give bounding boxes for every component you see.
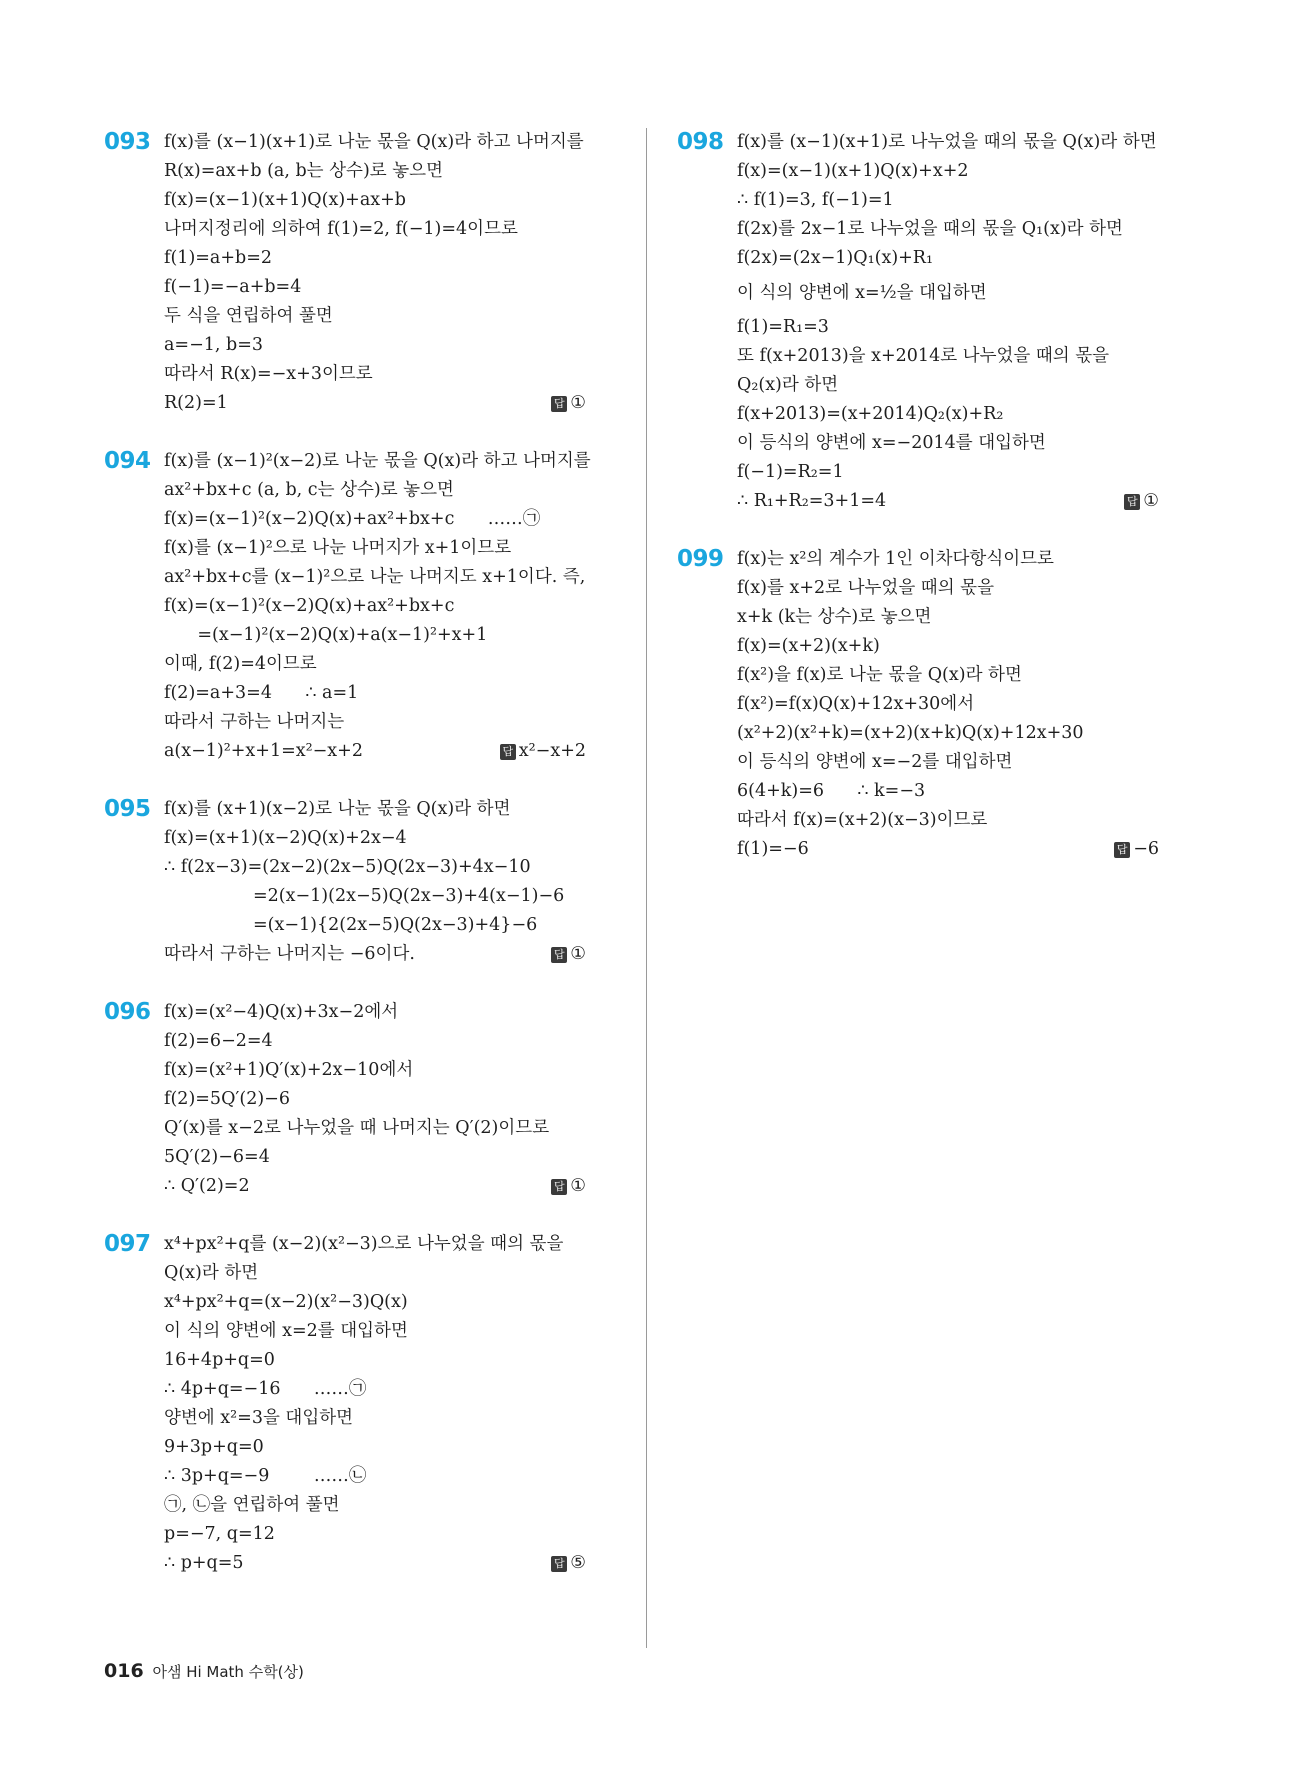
equation-text: p=−7, q=12 bbox=[164, 1524, 275, 1544]
equation-text: f(x)를 (x−1)(x+1)로 나눈 몫을 Q(x)라 하고 나머지를 bbox=[164, 132, 584, 152]
solution-line bbox=[164, 244, 574, 273]
equation-text: f(x)=(x+2)(x+k) bbox=[737, 636, 880, 656]
solution-line bbox=[164, 998, 574, 1027]
solution-line bbox=[164, 1288, 574, 1317]
equation-text: x⁴+px²+q=(x−2)(x²−3)Q(x) bbox=[164, 1292, 408, 1312]
equation-text: (x²+2)(x²+k)=(x+2)(x+k)Q(x)+12x+30 bbox=[737, 723, 1084, 743]
solution-lines bbox=[164, 998, 586, 1201]
answer bbox=[1124, 487, 1159, 516]
solution-line bbox=[164, 476, 574, 505]
answer-value: ⑤ bbox=[570, 1553, 586, 1573]
solution-line bbox=[164, 592, 574, 621]
equation-text: 이 등식의 양변에 x=−2014를 대입하면 bbox=[737, 433, 1046, 453]
answer-badge-icon: 답 bbox=[1124, 494, 1140, 510]
equation-reference-mark: ……㉠ bbox=[454, 509, 541, 529]
right-column bbox=[677, 128, 1159, 864]
problem-number: 098 bbox=[677, 129, 724, 155]
equation-text: 9+3p+q=0 bbox=[164, 1437, 264, 1457]
answer bbox=[551, 940, 586, 969]
solution-line bbox=[164, 708, 574, 737]
solution-line bbox=[737, 806, 1147, 835]
equation-text: f(x)를 x+2로 나누었을 때의 몫을 bbox=[737, 578, 994, 598]
equation-text: =2(x−1)(2x−5)Q(2x−3)+4(x−1)−6 bbox=[164, 886, 565, 906]
equation-text: f(2)=6−2=4 bbox=[164, 1031, 273, 1051]
equation-text: f(x)를 (x−1)²(x−2)로 나눈 몫을 Q(x)라 하고 나머지를 bbox=[164, 451, 591, 471]
equation-text: f(x)=(x−1)²(x−2)Q(x)+ax²+bx+c bbox=[164, 509, 455, 529]
solution-line bbox=[164, 1346, 574, 1375]
solution-line bbox=[164, 1085, 574, 1114]
equation-text: f(x)=(x−1)²(x−2)Q(x)+ax²+bx+c bbox=[164, 596, 455, 616]
solution-line bbox=[737, 835, 1159, 864]
solution-line bbox=[164, 157, 574, 186]
solution-line bbox=[164, 331, 574, 360]
solution-line bbox=[164, 650, 574, 679]
answer bbox=[500, 737, 586, 766]
book-title: 아샘 Hi Math 수학(상) bbox=[152, 1663, 304, 1681]
equation-text: f(−1)=−a+b=4 bbox=[164, 277, 302, 297]
answer bbox=[1114, 835, 1159, 864]
equation-text: ax²+bx+c (a, b, c는 상수)로 놓으면 bbox=[164, 480, 454, 500]
equation-text: 양변에 x²=3을 대입하면 bbox=[164, 1408, 354, 1428]
equation-text: f(x)=(x+1)(x−2)Q(x)+2x−4 bbox=[164, 828, 407, 848]
problem-096 bbox=[104, 998, 586, 1201]
equation-text: ∴ 3p+q=−9 bbox=[164, 1466, 270, 1486]
equation-text: x⁴+px²+q를 (x−2)(x²−3)으로 나누었을 때의 몫을 bbox=[164, 1234, 564, 1254]
equation-text: ∴ f(1)=3, f(−1)=1 bbox=[737, 190, 894, 210]
solution-line bbox=[737, 719, 1147, 748]
solution-line bbox=[737, 661, 1147, 690]
problem-number: 097 bbox=[104, 1231, 151, 1257]
solution-line bbox=[164, 128, 584, 157]
equation-text: f(x)를 (x+1)(x−2)로 나눈 몫을 Q(x)라 하면 bbox=[164, 799, 511, 819]
solution-line bbox=[164, 679, 574, 708]
equation-text: f(x+2013)=(x+2014)Q₂(x)+R₂ bbox=[737, 404, 1004, 424]
problem-number: 093 bbox=[104, 129, 151, 155]
equation-text: f(x)는 x²의 계수가 1인 이차다항식이므로 bbox=[737, 549, 1054, 569]
left-column bbox=[104, 128, 591, 1578]
page-footer bbox=[104, 1660, 304, 1682]
solution-line bbox=[164, 621, 574, 650]
equation-text: 이 식의 양변에 x=2를 대입하면 bbox=[164, 1321, 408, 1341]
solution-line bbox=[164, 1317, 574, 1346]
solution-line bbox=[737, 128, 1157, 157]
solution-lines bbox=[737, 545, 1159, 864]
solution-line bbox=[164, 940, 586, 969]
answer-badge-icon: 답 bbox=[551, 947, 567, 963]
solution-line bbox=[164, 1491, 574, 1520]
problem-number: 094 bbox=[104, 448, 151, 474]
solution-line bbox=[737, 632, 1147, 661]
equation-text: a(x−1)²+x+1=x²−x+2 bbox=[164, 741, 363, 761]
equation-text: 따라서 f(x)=(x+2)(x−3)이므로 bbox=[737, 810, 988, 830]
solution-line bbox=[737, 603, 1147, 632]
solution-line bbox=[737, 690, 1147, 719]
solution-line bbox=[164, 563, 586, 592]
equation-text: f(1)=a+b=2 bbox=[164, 248, 273, 268]
column-divider bbox=[646, 128, 647, 1648]
answer-badge-icon: 답 bbox=[551, 1179, 567, 1195]
equation-text: f(1)=−6 bbox=[737, 839, 809, 859]
problem-098 bbox=[677, 128, 1159, 516]
solution-line bbox=[164, 795, 574, 824]
equation-text: f(2)=5Q′(2)−6 bbox=[164, 1089, 290, 1109]
solution-line bbox=[737, 545, 1147, 574]
solution-line bbox=[164, 1056, 574, 1085]
solution-lines bbox=[164, 1230, 586, 1578]
answer-badge-icon: 답 bbox=[1114, 842, 1130, 858]
solution-line bbox=[164, 1462, 574, 1491]
solution-line bbox=[737, 313, 1147, 342]
solution-line bbox=[737, 273, 1147, 313]
solution-line bbox=[737, 429, 1147, 458]
solution-line bbox=[164, 824, 574, 853]
equation-text: 나머지정리에 의하여 f(1)=2, f(−1)=4이므로 bbox=[164, 219, 518, 239]
problem-number: 099 bbox=[677, 546, 724, 572]
equation-text: =(x−1){2(2x−5)Q(2x−3)+4}−6 bbox=[164, 915, 538, 935]
equation-text: 이 식의 양변에 x=½을 대입하면 bbox=[737, 283, 987, 303]
equation-text: 16+4p+q=0 bbox=[164, 1350, 275, 1370]
solution-line bbox=[164, 911, 574, 940]
equation-text: ㉠, ㉡을 연립하여 풀면 bbox=[164, 1495, 340, 1515]
equation-text: 따라서 R(x)=−x+3이므로 bbox=[164, 364, 373, 384]
answer bbox=[551, 1549, 586, 1578]
solution-line bbox=[164, 1027, 574, 1056]
equation-text: ax²+bx+c를 (x−1)²으로 나눈 나머지도 x+1이다. 즉, bbox=[164, 567, 586, 587]
solution-line bbox=[737, 458, 1147, 487]
solution-line bbox=[164, 1404, 574, 1433]
equation-text: R(2)=1 bbox=[164, 393, 228, 413]
equation-text: f(x)=(x−1)(x+1)Q(x)+ax+b bbox=[164, 190, 407, 210]
equation-text: 이때, f(2)=4이므로 bbox=[164, 654, 317, 674]
equation-text: f(1)=R₁=3 bbox=[737, 317, 829, 337]
equation-text: f(x)=(x−1)(x+1)Q(x)+x+2 bbox=[737, 161, 969, 181]
solution-line bbox=[737, 215, 1147, 244]
problem-number: 095 bbox=[104, 796, 151, 822]
equation-reference-mark: ……㉡ bbox=[269, 1466, 367, 1486]
equation-text: f(x)를 (x−1)²으로 나눈 나머지가 x+1이므로 bbox=[164, 538, 512, 558]
equation-text: f(x)=(x²−4)Q(x)+3x−2에서 bbox=[164, 1002, 399, 1022]
problem-number: 096 bbox=[104, 999, 151, 1025]
equation-text: f(x)=(x²+1)Q′(x)+2x−10에서 bbox=[164, 1060, 414, 1080]
solution-line bbox=[737, 371, 1147, 400]
solution-line bbox=[164, 1259, 574, 1288]
equation-text: Q′(x)를 x−2로 나누었을 때 나머지는 Q′(2)이므로 bbox=[164, 1118, 550, 1138]
answer-badge-icon: 답 bbox=[551, 1556, 567, 1572]
solution-line bbox=[164, 1433, 574, 1462]
answer-value: ① bbox=[570, 393, 586, 413]
solution-line bbox=[737, 487, 1159, 516]
solution-line bbox=[164, 1230, 574, 1259]
solution-line bbox=[737, 748, 1147, 777]
solution-line bbox=[164, 737, 586, 766]
equation-text: R(x)=ax+b (a, b는 상수)로 놓으면 bbox=[164, 161, 443, 181]
solution-line bbox=[164, 1520, 574, 1549]
equation-text: 이 등식의 양변에 x=−2를 대입하면 bbox=[737, 752, 1013, 772]
equation-text: f(x²)을 f(x)로 나눈 몫을 Q(x)라 하면 bbox=[737, 665, 1022, 685]
equation-text: f(2x)를 2x−1로 나누었을 때의 몫을 Q₁(x)라 하면 bbox=[737, 219, 1123, 239]
equation-text: ∴ 4p+q=−16 bbox=[164, 1379, 281, 1399]
equation-text: 6(4+k)=6 ∴ k=−3 bbox=[737, 781, 926, 801]
solution-line bbox=[164, 1143, 574, 1172]
solution-lines bbox=[164, 128, 586, 418]
equation-text: 5Q′(2)−6=4 bbox=[164, 1147, 270, 1167]
equation-reference-mark: ……㉠ bbox=[280, 1379, 367, 1399]
equation-text: 따라서 구하는 나머지는 −6이다. bbox=[164, 944, 415, 964]
solution-line bbox=[164, 1375, 574, 1404]
solution-line bbox=[164, 360, 574, 389]
solution-line bbox=[737, 186, 1147, 215]
solution-line bbox=[164, 1172, 586, 1201]
solution-lines bbox=[737, 128, 1159, 516]
answer-badge-icon: 답 bbox=[551, 396, 567, 412]
answer-badge-icon: 답 bbox=[500, 744, 516, 760]
solution-lines bbox=[164, 795, 586, 969]
page-number: 016 bbox=[104, 1660, 144, 1682]
equation-text: f(2x)=(2x−1)Q₁(x)+R₁ bbox=[737, 248, 933, 268]
solution-line bbox=[737, 342, 1147, 371]
answer-value: ① bbox=[1143, 491, 1159, 511]
problem-094 bbox=[104, 447, 591, 766]
answer-value: x²−x+2 bbox=[518, 741, 586, 761]
solution-line bbox=[737, 777, 1147, 806]
solution-line bbox=[164, 882, 574, 911]
solution-line bbox=[737, 244, 1147, 273]
answer bbox=[551, 1172, 586, 1201]
equation-text: 또 f(x+2013)을 x+2014로 나누었을 때의 몫을 bbox=[737, 346, 1110, 366]
equation-text: ∴ R₁+R₂=3+1=4 bbox=[737, 491, 887, 511]
answer bbox=[551, 389, 586, 418]
solution-line bbox=[164, 853, 574, 882]
answer-value: ① bbox=[570, 944, 586, 964]
equation-text: x+k (k는 상수)로 놓으면 bbox=[737, 607, 932, 627]
equation-text: f(x)를 (x−1)(x+1)로 나누었을 때의 몫을 Q(x)라 하면 bbox=[737, 132, 1157, 152]
solution-line bbox=[737, 400, 1147, 429]
equation-text: f(−1)=R₂=1 bbox=[737, 462, 844, 482]
solution-line bbox=[737, 157, 1147, 186]
problem-099 bbox=[677, 545, 1159, 864]
equation-text: 따라서 구하는 나머지는 bbox=[164, 712, 345, 732]
equation-text: f(x²)=f(x)Q(x)+12x+30에서 bbox=[737, 694, 975, 714]
problem-093 bbox=[104, 128, 586, 418]
problem-095 bbox=[104, 795, 586, 969]
solution-line bbox=[164, 447, 591, 476]
equation-text: Q(x)라 하면 bbox=[164, 1263, 259, 1283]
equation-text: f(2)=a+3=4 ∴ a=1 bbox=[164, 683, 359, 703]
equation-text: ∴ Q′(2)=2 bbox=[164, 1176, 250, 1196]
equation-text: Q₂(x)라 하면 bbox=[737, 375, 839, 395]
solution-line bbox=[164, 534, 574, 563]
equation-text: =(x−1)²(x−2)Q(x)+a(x−1)²+x+1 bbox=[164, 625, 488, 645]
solution-line bbox=[164, 186, 574, 215]
solution-line bbox=[164, 302, 574, 331]
solution-line bbox=[164, 505, 574, 534]
equation-text: ∴ f(2x−3)=(2x−2)(2x−5)Q(2x−3)+4x−10 bbox=[164, 857, 531, 877]
solution-line bbox=[164, 215, 574, 244]
solution-line bbox=[164, 389, 586, 418]
solution-line bbox=[164, 273, 574, 302]
equation-text: 두 식을 연립하여 풀면 bbox=[164, 306, 333, 326]
solution-line bbox=[737, 574, 1147, 603]
problem-097 bbox=[104, 1230, 586, 1578]
solution-line bbox=[164, 1114, 574, 1143]
solution-line bbox=[164, 1549, 586, 1578]
solution-lines bbox=[164, 447, 591, 766]
answer-value: −6 bbox=[1133, 839, 1159, 859]
answer-value: ① bbox=[570, 1176, 586, 1196]
equation-text: a=−1, b=3 bbox=[164, 335, 264, 355]
equation-text: ∴ p+q=5 bbox=[164, 1553, 244, 1573]
